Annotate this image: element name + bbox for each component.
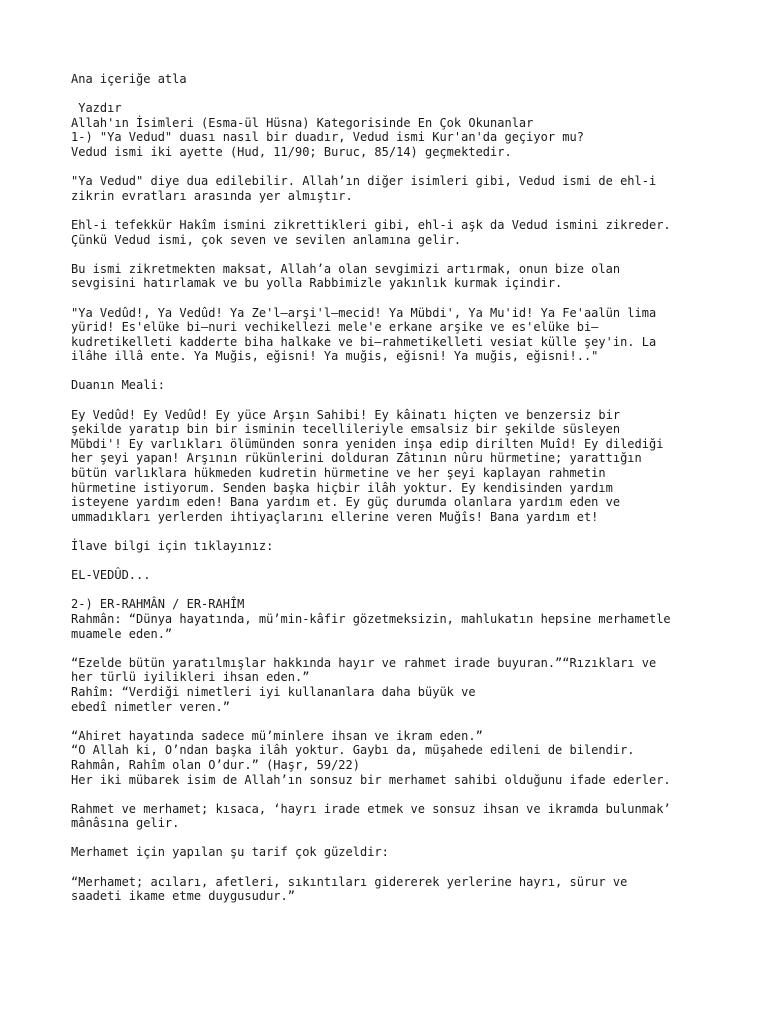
paragraph: [71, 568, 711, 597]
text-line: Her iki mübarek isim de Allah’ın sonsuz bir merhamet sahibi olduğunu ifade ederler.: [71, 772, 671, 787]
spacer: [71, 160, 711, 175]
text-line: isteyene yardım eden! Bana yardım et. Ey güç durumda olanlara yardım eden ve: [71, 495, 621, 510]
text-line: her şeyi yapan! Arşının rükünlerini dolduran Zâtının nûru hürmetine; yarattığın: [71, 451, 642, 466]
skip-to-content-link[interactable]: Ana içeriğe atla: [71, 72, 187, 86]
paragraph: [71, 174, 711, 218]
text-line: "Ya Vedûd!, Ya Vedûd! Ya Ze'l–arşi'l–mecid! Ya Mübdi', Ya Mu'id! Ya Fe'aalün lima: [71, 305, 657, 320]
spacer: [71, 583, 711, 598]
spacer: [71, 831, 711, 846]
paragraph: [71, 802, 711, 846]
text-line: ummadıkları yerlerden ihtiyaçlarını ellerine veren Muğîs! Bana yardım et!: [71, 509, 599, 524]
el-vedud-link[interactable]: EL-VEDÛD...: [71, 568, 151, 583]
paragraph: [71, 539, 711, 568]
spacer: [71, 554, 711, 569]
spacer: [71, 641, 711, 656]
text-line: sevgisini hatırlamak ve bu yolla Rabbimizle yakınlık kurmak içindir.: [71, 276, 563, 291]
spacer: [71, 393, 711, 408]
spacer: [71, 247, 711, 262]
paragraph: [71, 875, 711, 904]
paragraph: [71, 597, 711, 655]
text-line: ebedî nimetler veren.”: [71, 699, 230, 714]
document-body: [71, 72, 711, 904]
article-content: [71, 116, 711, 904]
text-line: Duanın Meali:: [71, 378, 165, 393]
text-line: bütün varlıklara hükmeden kudretin hürmetine ve her şeyi kaplayan rahmetin: [71, 466, 606, 481]
text-line: “Ahiret hayatında sadece mü’minlere ihsan ve ikram eden.”: [71, 728, 483, 743]
text-line: Merhamet için yapılan şu tarif çok güzeldir:: [71, 845, 389, 860]
spacer: [71, 87, 711, 102]
text-line: Vedud ismi iki ayette (Hud, 11/90; Buruc, 85/14) geçmektedir.: [71, 144, 512, 159]
spacer: [71, 524, 711, 539]
more-info-link[interactable]: İlave bilgi için tıklayınız:: [71, 539, 274, 553]
spacer: [71, 714, 711, 729]
text-line: Bu ismi zikretmekten maksat, Allah’a olan sevgimizi artırmak, onun bize olan: [71, 261, 621, 276]
paragraph: [71, 306, 711, 379]
text-line: zikrin evratları arasında yer almıştır.: [71, 188, 353, 203]
text-line: kudretikelleti kadderte biha halkake ve bi–rahmetikelleti vesiat külle şey'in. La: [71, 334, 657, 349]
spacer: [71, 291, 711, 306]
text-line: Rahmân: “Dünya hayatında, mü’min-kâfir gözetmeksizin, mahlukatın hepsine merhametle: [71, 611, 671, 626]
text-line: Rahmet ve merhamet; kısaca, ‘hayrı irade etmek ve sonsuz ihsan ve ikramda bulunmak’: [71, 801, 671, 816]
text-line: ilâhe illâ ente. Ya Muğis, eğisni! Ya muğis, eğisni! Ya muğis, eğisni!..": [71, 349, 599, 364]
text-line: her türlü iyilikleri ihsan eden.”: [71, 670, 310, 685]
text-line: Ey Vedûd! Ey Vedûd! Ey yüce Arşın Sahibi! Ey kâinatı hiçten ve benzersiz bir: [71, 407, 621, 422]
text-line: mânâsına gelir.: [71, 816, 180, 831]
text-line: Ehl-i tefekkür Hakîm ismini zikrettikleri gibi, ehl-i aşk da Vedud ismini zikreder.: [71, 217, 671, 232]
text-line: şekilde yaratıp bin bir isminin tecellileriyle emsalsiz bir şekilde süsleyen: [71, 422, 621, 437]
text-line: Allah'ın İsimleri (Esma-ül Hüsna) Kategorisinde En Çok Okunanlar: [71, 115, 534, 130]
text-line: 2-) ER-RAHMÂN / ER-RAHÎM: [71, 597, 245, 612]
text-line: “O Allah ki, O’ndan başka ilâh yoktur. Gaybı da, müşahede edileni de bilendir.: [71, 743, 635, 758]
spacer: [71, 203, 711, 218]
spacer: [71, 364, 711, 379]
paragraph: [71, 218, 711, 262]
paragraph: [71, 116, 711, 174]
paragraph: [71, 262, 711, 306]
text-line: saadeti ikame etme duygusudur.”: [71, 889, 295, 904]
text-line: Çünkü Vedud ismi, çok seven ve sevilen anlamına gelir.: [71, 232, 462, 247]
spacer: [71, 787, 711, 802]
text-line: hürmetine istiyorum. Senden başka hiçbir ilâh yoktur. Ey kendisinden yardım: [71, 480, 613, 495]
text-line: Rahmân, Rahîm olan O’dur.” (Haşr, 59/22): [71, 757, 360, 772]
text-line: “Ezelde bütün yaratılmışlar hakkında hayır ve rahmet irade buyuran.”“Rızıkları ve: [71, 655, 657, 670]
text-line: yürid! Es'elüke bi–nuri vechikellezi mele'e erkane arşike ve es'elüke bi–: [71, 320, 599, 335]
print-link[interactable]: Yazdır: [71, 101, 122, 116]
paragraph: [71, 656, 711, 729]
paragraph: [71, 378, 711, 407]
text-line: "Ya Vedud" diye dua edilebilir. Allah’ın diğer isimleri gibi, Vedud ismi de ehl-i: [71, 174, 657, 189]
text-line: Rahîm: “Verdiği nimetleri iyi kullananlara daha büyük ve: [71, 684, 476, 699]
paragraph: [71, 845, 711, 874]
paragraph: [71, 729, 711, 802]
spacer: [71, 860, 711, 875]
text-line: muamele eden.”: [71, 626, 173, 641]
paragraph: [71, 408, 711, 539]
text-line: “Merhamet; acıları, afetleri, sıkıntıları gidererek yerlerine hayrı, sürur ve: [71, 874, 628, 889]
text-line: 1-) "Ya Vedud" duası nasıl bir duadır, Vedud ismi Kur'an'da geçiyor mu?: [71, 130, 584, 145]
text-line: Mübdi'! Ey varlıkları ölümünden sonra yeniden inşa edip dirilten Muîd! Ey dilediği: [71, 436, 664, 451]
